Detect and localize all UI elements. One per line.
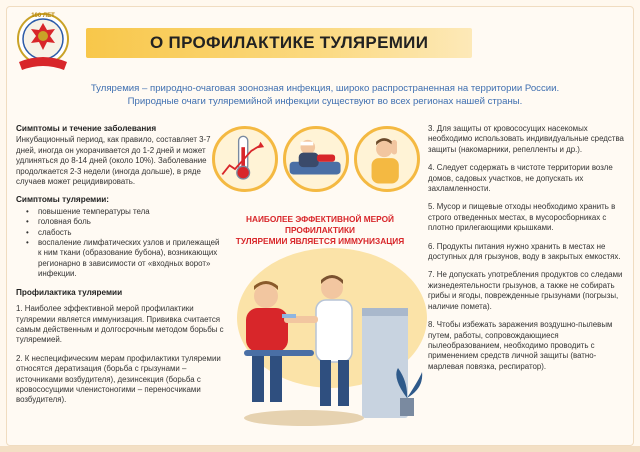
sick-person-circle [283,126,349,192]
symptom-item: • воспаление лимфатических узлов и прилежащей к ним ткани (образование бубона), возникающих регионарно в зависимости от «входных ворот» инфекции. [16,238,224,280]
right-column [428,124,628,380]
intro-text [60,82,590,108]
intro-line-1: Туляремия – природно-очаговая зоонозная инфекция, широко распространенная на территории России. [90,83,560,94]
thermometer-icon [215,129,275,189]
course-heading: Симптомы и течение заболевания [16,124,157,133]
advice-item: 6. Продукты питания нужно хранить в местах не доступных для грызунов, воду в закрытых емкостях. [428,241,621,262]
prevention-heading: Профилактика туляремии [16,287,123,297]
prevention-item: 2. К неспецифическим мерам профилактики туляремии относятся дератизация (борьба с грызунами – источниками возбудителя), дезинсекция (борьба с кровососущими членистоногими – переносчиками возбудителя). [16,353,221,405]
thermometer-circle [212,126,278,192]
course-text: Инкубационный период, как правило, составляет 3-7 дней, иногда он укорачивается до 1-2 дней и может удлиняться до 8-14 дней (около 10%). Заболевание продолжается 2-3 недели (иногда дольше), в ряде случаев может рецидивировать. [16,135,211,187]
advice-item: 3. Для защиты от кровососущих насекомых необходимо использовать индивидуальные средства защиты (накомарники, репелленты и др.). [428,124,624,154]
advice-item: 7. Не допускать употребления продуктов со следами жизнедеятельности грызунов, а также не собирать грибы и ягоды, поврежденные грызунами (погрызы, наличие помета). [428,270,623,311]
advice-item: 5. Мусор и пищевые отходы необходимо хранить в строго отведенных местах, в мусоросборниках с плотно прилегающими крышками. [428,202,616,233]
vaccination-illustration [222,238,432,438]
symptom-item: • головная боль [16,217,224,227]
callout-line-1: НАИБОЛЕЕ ЭФФЕКТИВНОЙ МЕРОЙ ПРОФИЛАКТИКИ [245,214,395,235]
symptoms-heading: Симптомы туляремии: [16,195,110,205]
footer-band [0,446,640,452]
advice-item: 4. Следует содержать в чистоте территории возле домов, садовых участков, не допускать их захламленности. [428,163,613,194]
page-title: О ПРОФИЛАКТИКЕ ТУЛЯРЕМИИ [150,33,429,52]
symptom-item: • слабость [16,228,224,238]
headache-person-circle [354,126,420,192]
symptom-item: • повышение температуры тела [16,207,224,217]
emblem-ribbon-text: 100 ЛЕТ [31,13,55,19]
left-column [16,124,224,414]
rospotrebnadzor-emblem-icon [14,8,72,74]
advice-item: 8. Чтобы избежать заражения воздушно-пылевым путем, работы, сопровождающиеся пылеобразованием, необходимо проводить с применением средств личной защиты (ватно-марлевая повязка, респиратор). [428,320,613,371]
callout-line-2: ТУЛЯРЕМИИ ЯВЛЯЕТСЯ ИММУНИЗАЦИЯ [235,236,405,246]
intro-line-2: Природные очаги туляремийной инфекции существуют во всех регионах нашей страны. [127,96,523,107]
sick-person-icon [286,129,346,189]
headache-person-icon [357,129,417,189]
prevention-item: 1. Наиболее эффективной мерой профилактики туляремии является иммунизация. Прививка считается самым действенным и долгосрочным методом борьбы с туляремией. [16,304,224,345]
symptoms-list [16,207,224,280]
